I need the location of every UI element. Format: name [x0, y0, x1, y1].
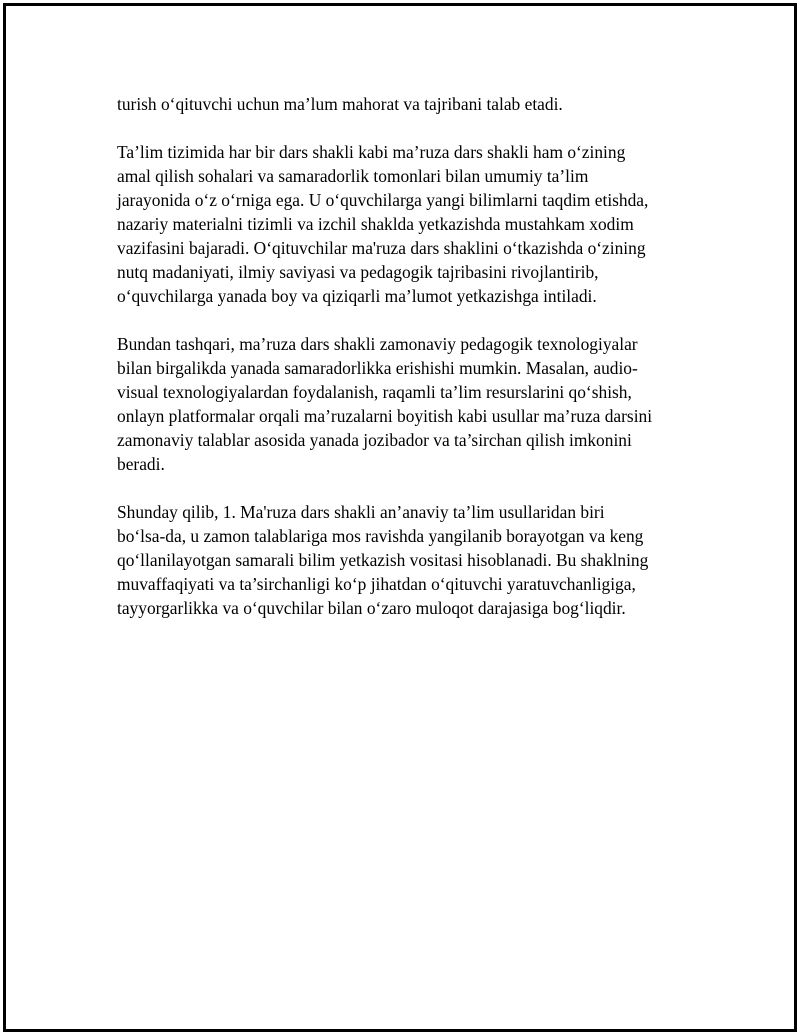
text-line: Ta’lim tizimida har bir dars shakli kabi ma’ruza dars shakli ham o‘zining [117, 142, 626, 162]
text-line: Shunday qilib, 1. Ma'ruza dars shakli an’anaviy ta’lim usullaridan biri [117, 502, 605, 522]
text-line: bo‘lsa-da, u zamon talablariga mos ravishda yangilanib borayotgan va keng [117, 526, 644, 546]
text-line: bilan birgalikda yanada samaradorlikka erishishi mumkin. Masalan, audio- [117, 358, 638, 378]
text-line: beradi. [117, 454, 165, 474]
paragraph-1 [117, 92, 692, 116]
text-line: zamonaviy talablar asosida yanada jozibador va ta’sirchan qilish imkonini [117, 430, 632, 450]
text-line: turish o‘qituvchi uchun ma’lum mahorat va tajribani talab etadi. [117, 94, 563, 114]
text-line: Bundan tashqari, ma’ruza dars shakli zamonaviy pedagogik texnologiyalar [117, 334, 638, 354]
paragraph-4 [117, 500, 692, 620]
text-line: onlayn platformalar orqali ma’ruzalarni boyitish kabi usullar ma’ruza darsini [117, 406, 653, 426]
text-line: vazifasini bajaradi. O‘qituvchilar ma'ruza dars shaklini o‘tkazishda o‘zining [117, 238, 646, 258]
paragraph-2 [117, 140, 692, 308]
text-line: muvaffaqiyati va ta’sirchanligi ko‘p jihatdan o‘qituvchi yaratuvchanligiga, [117, 574, 636, 594]
text-line: nazariy materialni tizimli va izchil shaklda yetkazishda mustahkam xodim [117, 214, 634, 234]
text-line: jarayonida o‘z o‘rniga ega. U o‘quvchilarga yangi bilimlarni taqdim etishda, [117, 190, 649, 210]
text-line: nutq madaniyati, ilmiy saviyasi va pedagogik tajribasini rivojlantirib, [117, 262, 599, 282]
document-body [117, 92, 692, 644]
text-line: o‘quvchilarga yanada boy va qiziqarli ma’lumot yetkazishga intiladi. [117, 286, 597, 306]
text-line: qo‘llanilayotgan samarali bilim yetkazish vositasi hisoblanadi. Bu shaklning [117, 550, 649, 570]
text-line: tayyorgarlikka va o‘quvchilar bilan o‘zaro muloqot darajasiga bog‘liqdir. [117, 598, 626, 618]
paragraph-3 [117, 332, 692, 476]
text-line: amal qilish sohalari va samaradorlik tomonlari bilan umumiy ta’lim [117, 166, 589, 186]
text-line: visual texnologiyalardan foydalanish, raqamli ta’lim resurslarini qo‘shish, [117, 382, 632, 402]
